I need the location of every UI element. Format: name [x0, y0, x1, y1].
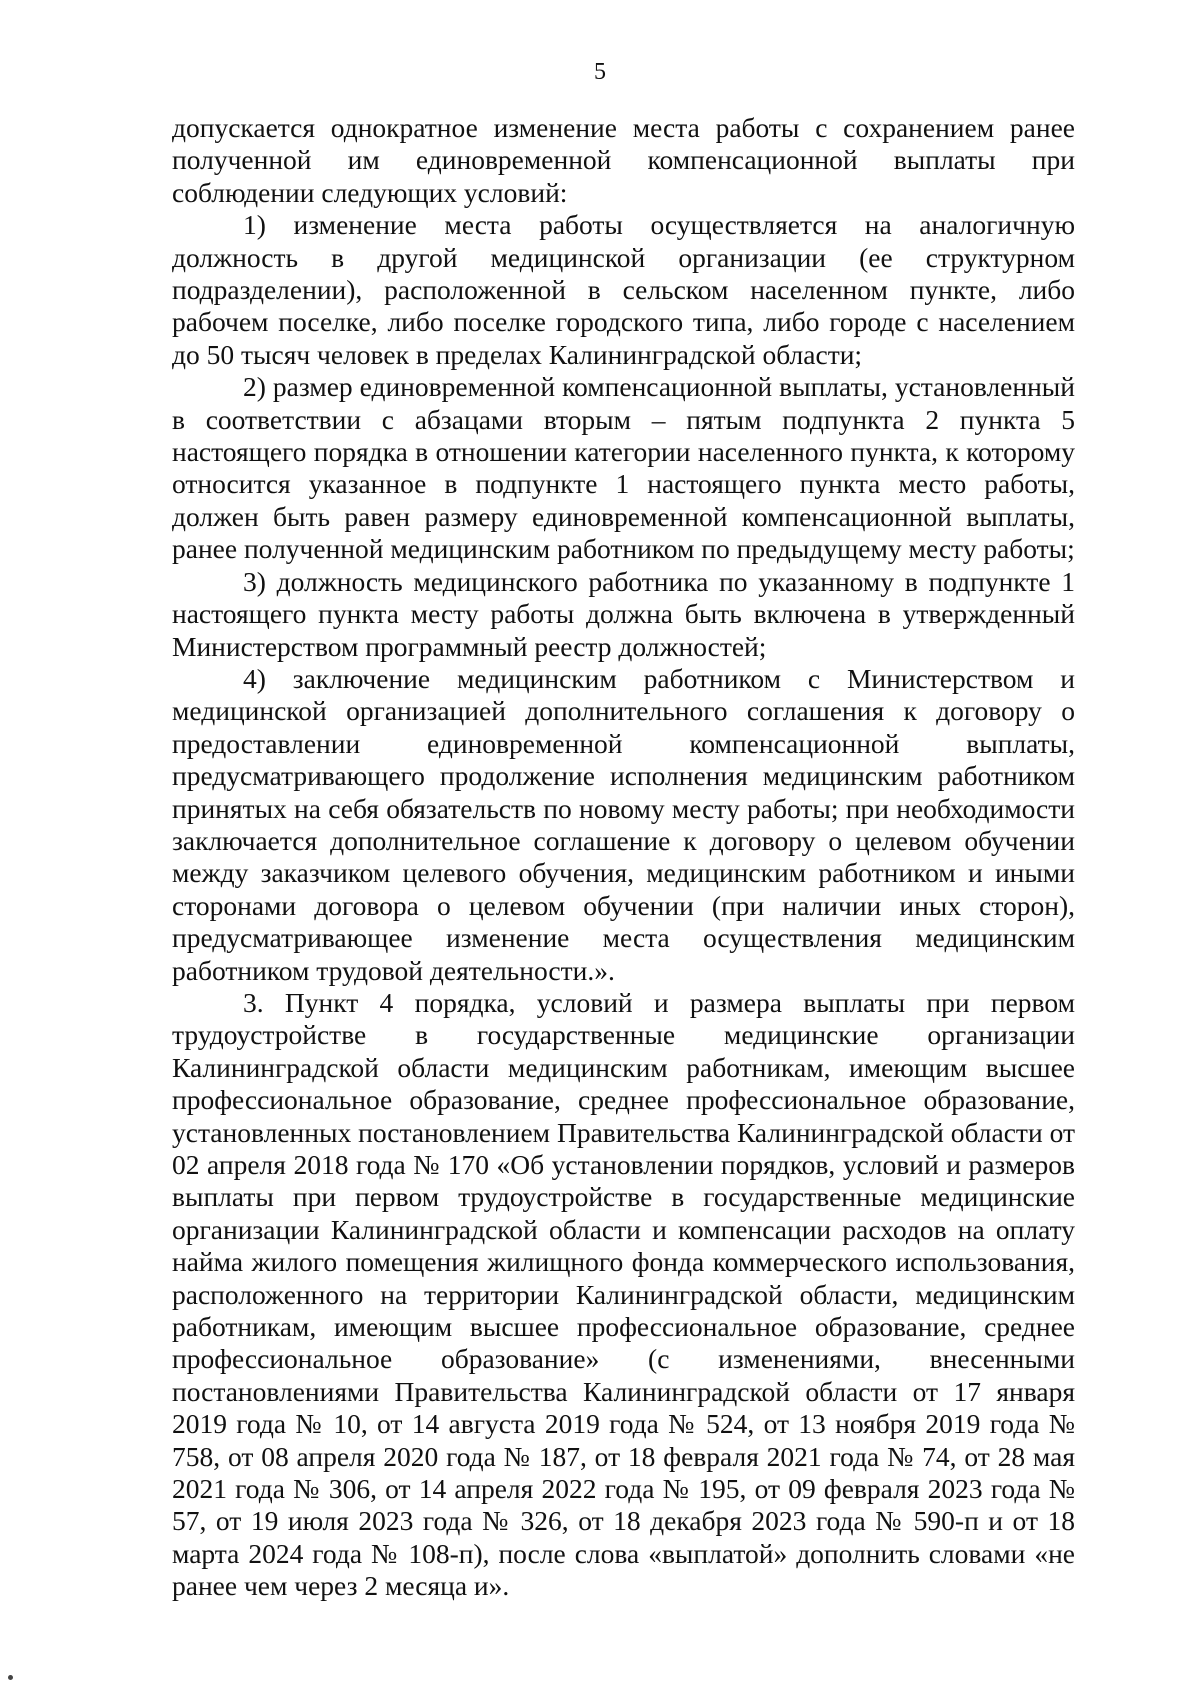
paragraph-condition-2: 2) размер единовременной компенсационной выплаты, установленный в соответствии с абзацами вторым – пятым подпункта 2 пункта 5 настоящего порядка в отношении категории населенного пункта, к которому относится указанное в подпункте 1 настоящего пункта место работы, должен быть равен размеру единовременной компенсационной выплаты, ранее полученной медицинским работником по предыдущему месту работы; — [172, 371, 1075, 565]
document-body — [172, 112, 1075, 1603]
paragraph-item-3: 3. Пункт 4 порядка, условий и размера выплаты при первом трудоустройстве в государственные медицинские организации Калининградской области медицинским работникам, имеющим высшее профессиональное образование, среднее профессиональное образование, установленных постановлением Правительства Калининградской области от 02 апреля 2018 года № 170 «Об установлении порядков, условий и размеров выплаты при первом трудоустройстве в государственные медицинские организации Калининградской области и компенсации расходов на оплату найма жилого помещения жилищного фонда коммерческого использования, расположенного на территории Калининградской области, медицинским работникам, имеющим высшее профессиональное образование, среднее профессиональное образование» (с изменениями, внесенными постановлениями Правительства Калининградской области от 17 января 2019 года № 10, от 14 августа 2019 года № 524, от 13 ноября 2019 года № 758, от 08 апреля 2020 года № 187, от 18 февраля 2021 года № 74, от 28 мая 2021 года № 306, от 14 апреля 2022 года № 195, от 09 февраля 2023 года № 57, от 19 июля 2023 года № 326, от 18 декабря 2023 года № 590-п и от 18 марта 2024 года № 108-п), после слова «выплатой» дополнить словами «не ранее чем через 2 месяца и». — [172, 986, 1075, 1602]
paragraph-condition-3: 3) должность медицинского работника по указанному в подпункте 1 настоящего пункта месту работы должна быть включена в утвержденный Министерством программный реестр должностей; — [172, 565, 1075, 662]
paragraph-condition-4: 4) заключение медицинским работником с Министерством и медицинской организацией дополнительного соглашения к договору о предоставлении единовременной компенсационной выплаты, предусматривающего продолжение исполнения медицинским работником принятых на себя обязательств по новому месту работы; при необходимости заключается дополнительное соглашение к договору о целевом обучении между заказчиком целевого обучения, медицинским работником и иными сторонами договора о целевом обучении (при наличии иных сторон), предусматривающее изменение места осуществления медицинским работником трудовой деятельности.». — [172, 662, 1075, 986]
paragraph-continuation: допускается однократное изменение места работы с сохранением ранее полученной им единовременной компенсационной выплаты при соблюдении следующих условий: — [172, 112, 1075, 208]
scan-dot — [8, 1675, 13, 1680]
page-number: 5 — [594, 59, 606, 85]
paragraph-condition-1: 1) изменение места работы осуществляется на аналогичную должность в другой медицинской организации (ее структурном подразделении), расположенной в сельском населенном пункте, либо рабочем поселке, либо поселке городского типа, либо городе с населением до 50 тысяч человек в пределах Калининградской области; — [172, 209, 1075, 370]
